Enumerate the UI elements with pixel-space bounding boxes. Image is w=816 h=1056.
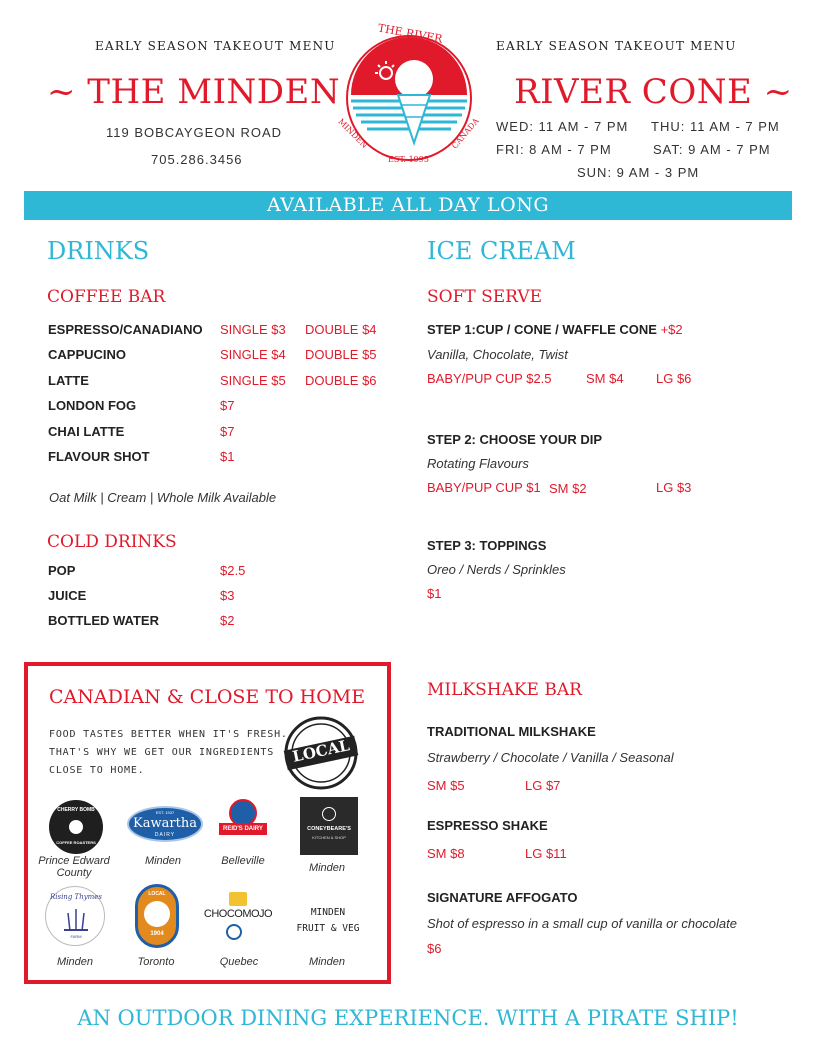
cold-drinks-heading: COLD DRINKS [47,532,177,552]
kawartha-est: EST. 1937 [155,810,175,815]
cold-item-price: $2.5 [220,563,246,578]
kicker-left: EARLY SEASON TAKEOUT MENU [95,39,336,53]
chocomojo-logo-text: CHOCOMOJO [203,908,273,920]
toronto-dairy-logo [135,884,179,948]
coffee-item-name: CAPPUCINO [48,347,127,362]
step2-price-baby: BABY/PUP CUP $1 [427,480,541,495]
coffee-item-price: $7 [220,424,235,439]
chocomojo-icon [229,892,247,906]
milkshake-heading: MILKSHAKE BAR [427,680,582,700]
affogato-label: SIGNATURE AFFOGATO [427,890,578,905]
step2-label: STEP 2: CHOOSE YOUR DIP [427,432,603,447]
step1-flavours: Vanilla, Chocolate, Twist [427,347,568,362]
logo-caption: Minden [56,956,94,968]
kawartha-logo-text: Kawartha [133,816,197,831]
cherry-bomb-logo-text-top: CHERRY BOMB [57,807,95,813]
traditional-milkshake-flavours: Strawberry / Chocolate / Vanilla / Seasonal [427,750,674,765]
affogato-price: $6 [427,941,442,956]
milk-options-note: Oat Milk | Cream | Whole Milk Available [49,490,277,505]
coffee-item-price: $1 [220,449,235,464]
logo-bottom-text: EST. 1995 [388,155,429,164]
thyme-plant-icon [64,905,88,931]
local-line: FOOD TASTES BETTER WHEN IT'S FRESH. [49,729,288,740]
logo-left-text: MINDEN [336,117,370,150]
coffee-item-price-double: DOUBLE $4 [305,322,377,337]
ice-cream-heading: ICE CREAM [427,237,576,265]
step2-price-lg: LG $3 [656,480,692,495]
local-description [49,726,288,780]
hours-sun: SUN: 9 AM - 3 PM [577,165,700,180]
local-badge-text: LOCAL [290,736,352,766]
toronto-logo-year: 1904 [150,931,164,937]
address: 119 BOBCAYGEON ROAD [106,125,283,140]
title-right: RIVER CONE ~ [514,72,793,112]
logo-caption: Quebec [219,956,259,968]
logo-caption: Minden [308,956,346,968]
step1-label [427,322,683,337]
logo-caption: Minden [144,855,182,867]
kawartha-logo-sub: DAIRY [154,832,176,838]
soft-serve-heading: SOFT SERVE [427,287,543,307]
coneybeares-logo [300,797,358,855]
espresso-shake-price-lg: LG $11 [525,846,567,861]
logo-caption: Belleville [221,855,265,867]
coneybeares-icon [322,807,336,821]
logo-caption: Toronto [137,956,175,968]
step1-price-lg: LG $6 [656,371,692,386]
minden-fruit-veg-logo [290,905,366,937]
coffee-item-name: LATTE [48,373,89,388]
step2-flavours: Rotating Flavours [427,456,529,471]
rising-thymes-sub: FARM [70,934,82,939]
reids-dairy-logo [219,799,267,851]
logo-top-text: THE RIVER CONE [376,21,444,56]
rising-thymes-logo [45,886,105,946]
hours-sat: SAT: 9 AM - 7 PM [653,142,771,157]
traditional-milkshake-label: TRADITIONAL MILKSHAKE [427,724,596,739]
step1-price-baby: BABY/PUP CUP $2.5 [427,371,552,386]
logo-caption: Prince Edward County [38,855,110,879]
rising-thymes-text: Rising Thymes [49,893,103,901]
coffee-item-name: LONDON FOG [48,398,137,413]
step3-label: STEP 3: TOPPINGS [427,538,547,553]
kawartha-dairy-logo [127,806,203,842]
coffee-item-price-double: DOUBLE $5 [305,347,377,362]
cherry-bomb-logo-text-bottom: COFFEE ROASTERS [56,840,96,845]
step2-price-sm: SM $2 [549,481,587,496]
chocomojo-bird-icon [226,924,242,940]
cold-item-price: $3 [220,588,235,603]
local-line: THAT'S WHY WE GET OUR INGREDIENTS [49,747,275,758]
step1-price-sm: SM $4 [586,371,624,386]
minden-fruit-veg-line2: FRUIT & VEG [296,923,360,934]
step1-extra-price: +$2 [660,322,683,337]
cold-item-name: JUICE [48,588,87,603]
coneybeares-logo-sub: KITCHEN & SHOP [312,835,346,840]
traditional-price-sm: SM $5 [427,778,465,793]
step3-price: $1 [427,586,442,601]
local-heading: CANADIAN & CLOSE TO HOME [49,686,366,708]
affogato-description: Shot of espresso in a small cup of vanilla or chocolate [427,916,738,931]
cherry-icon [69,820,83,834]
phone: 705.286.3456 [151,152,243,167]
local-line: CLOSE TO HOME. [49,765,145,776]
coffee-item-price-double: DOUBLE $6 [305,373,377,388]
cold-item-name: BOTTLED WATER [48,613,159,628]
drinks-heading: DRINKS [47,237,150,265]
coffee-bar-heading: COFFEE BAR [47,287,166,307]
cold-item-price: $2 [220,613,235,628]
traditional-price-lg: LG $7 [525,778,561,793]
coffee-item-price-single: SINGLE $5 [220,373,286,388]
coffee-item-name: ESPRESSO/CANADIANO [48,322,203,337]
footer-tagline: AN OUTDOOR DINING EXPERIENCE. WITH A PIRATE SHIP! [77,1006,739,1030]
coneybeares-logo-text: CONEYBEARE'S [307,826,351,832]
kicker-right: EARLY SEASON TAKEOUT MENU [496,39,737,53]
espresso-shake-price-sm: SM $8 [427,846,465,861]
coffee-item-price-single: SINGLE $4 [220,347,286,362]
cold-item-name: POP [48,563,76,578]
hours-wed: WED: 11 AM - 7 PM [496,119,629,134]
local-badge-icon [283,715,359,791]
espresso-shake-label: ESPRESSO SHAKE [427,818,548,833]
coffee-item-price-single: SINGLE $3 [220,322,286,337]
reids-logo-text: REID'S DAIRY [219,823,267,835]
chocomojo-logo [200,892,276,948]
toronto-logo-inner [144,901,170,927]
coffee-item-name: CHAI LATTE [48,424,125,439]
coffee-item-price: $7 [220,398,235,413]
step3-flavours: Oreo / Nerds / Sprinkles [427,562,566,577]
available-banner: AVAILABLE ALL DAY LONG [24,191,792,220]
coffee-item-name: FLAVOUR SHOT [48,449,150,464]
toronto-logo-text: LOCAL [148,891,166,897]
thyme-plant-graphic [64,905,88,931]
hours-fri: FRI: 8 AM - 7 PM [496,142,612,157]
cherry-bomb-logo [49,800,103,854]
hours-thu: THU: 11 AM - 7 PM [651,119,780,134]
minden-fruit-veg-line1: MINDEN [310,907,346,918]
logo-caption: Minden [308,862,346,874]
step1-label-text: STEP 1:CUP / CONE / WAFFLE CONE [427,322,657,337]
river-cone-logo [336,21,482,171]
title-left: ~ THE MINDEN [47,72,341,112]
logo-right-text: CANADA [450,116,481,151]
